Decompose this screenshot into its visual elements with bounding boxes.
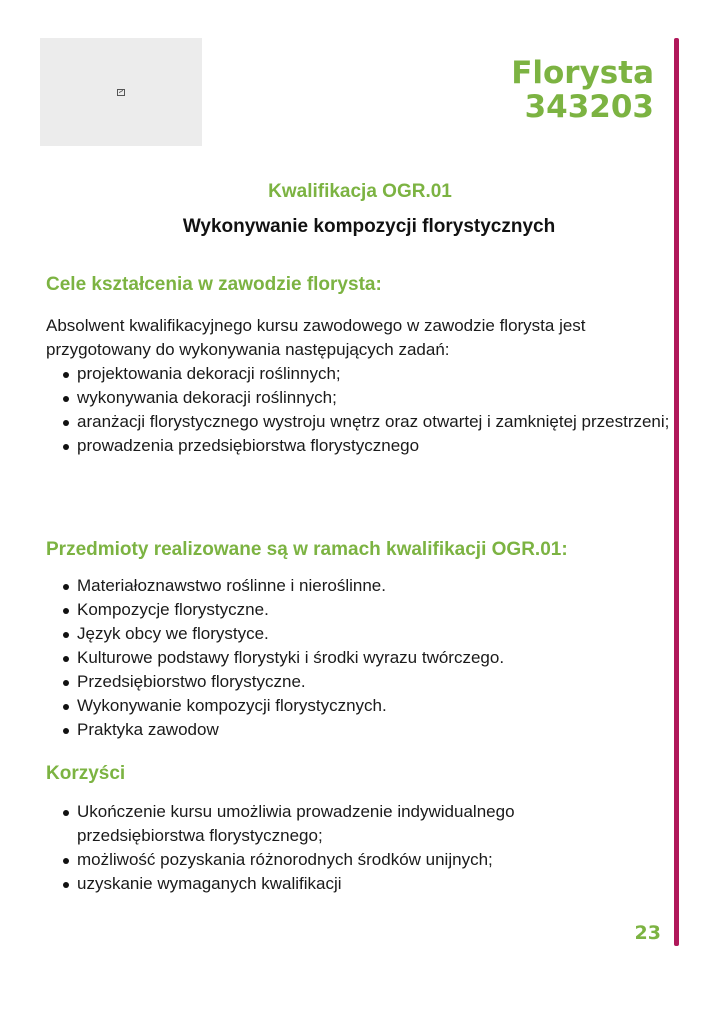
page-number: 23	[634, 922, 661, 944]
goals-intro: Absolwent kwalifikacyjnego kursu zawodowego w zawodzie florysta jest przygotowany do wykonywania następujących zadań:	[46, 316, 586, 359]
list-item: Ukończenie kursu umożliwia prowadzenie indywidualnego przedsiębiorstwa florystycznego;	[77, 800, 637, 848]
broken-image-icon	[117, 89, 125, 96]
goals-list	[46, 362, 677, 458]
image-placeholder	[40, 38, 202, 146]
list-item: Język obcy we florystyce.	[77, 622, 677, 646]
list-item: Przedsiębiorstwo florystyczne.	[77, 670, 677, 694]
list-item: aranżacji florystycznego wystroju wnętrz oraz otwartej i zamkniętej przestrzeni;	[77, 410, 677, 434]
goals-heading: Cele kształcenia w zawodzie florysta:	[46, 274, 382, 295]
list-item: wykonywania dekoracji roślinnych;	[77, 386, 677, 410]
list-item: projektowania dekoracji roślinnych;	[77, 362, 677, 386]
qualification-code: Kwalifikacja OGR.01	[268, 181, 452, 202]
list-item: Wykonywanie kompozycji florystycznych.	[77, 694, 677, 718]
list-item: Materiałoznawstwo roślinne i nieroślinne.	[77, 574, 677, 598]
benefits-list	[46, 800, 637, 896]
list-item: możliwość pozyskania różnorodnych środków unijnych;	[77, 848, 637, 872]
list-item: Kulturowe podstawy florystyki i środki wyrazu twórczego.	[77, 646, 677, 670]
benefits-heading: Korzyści	[46, 763, 126, 784]
title-profession: Florysta	[511, 55, 654, 91]
list-item: uzyskanie wymaganych kwalifikacji	[77, 872, 637, 896]
subjects-list	[46, 574, 677, 742]
list-item: Praktyka zawodow	[77, 718, 677, 742]
title-code: 343203	[524, 89, 654, 125]
list-item: Kompozycje florystyczne.	[77, 598, 677, 622]
page-title	[511, 56, 654, 124]
accent-bar	[674, 38, 679, 946]
qualification-name: Wykonywanie kompozycji florystycznych	[182, 216, 556, 237]
subjects-heading: Przedmioty realizowane są w ramach kwalifikacji OGR.01:	[46, 539, 568, 560]
list-item: prowadzenia przedsiębiorstwa florystycznego	[77, 434, 677, 458]
